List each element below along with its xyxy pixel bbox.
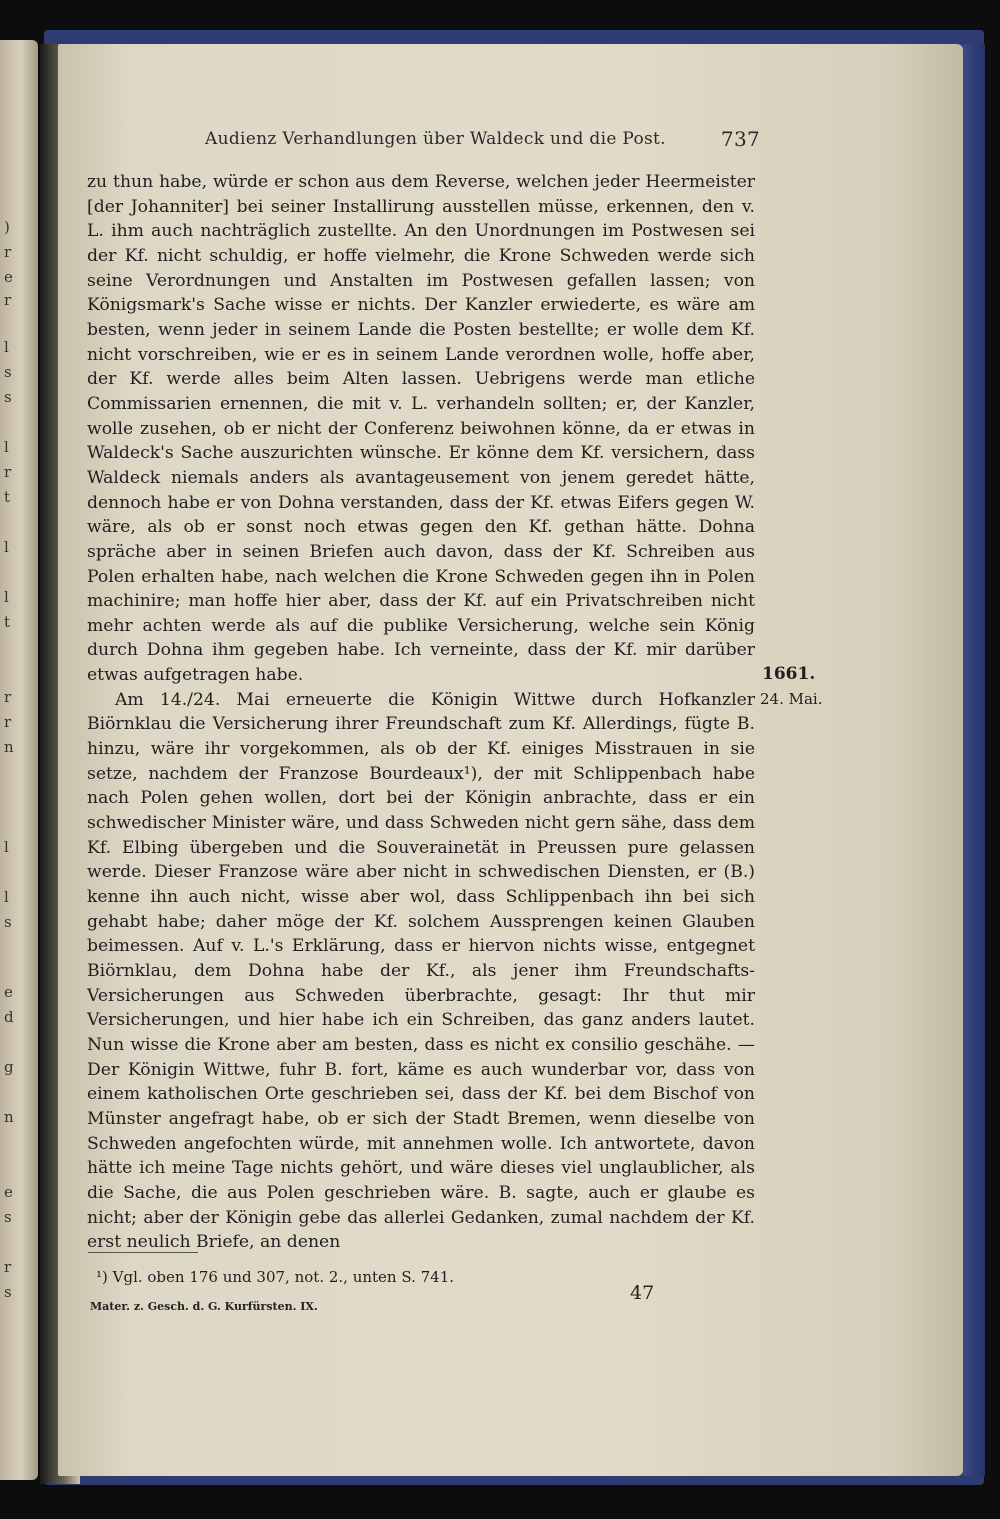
footnote-rule — [88, 1252, 198, 1253]
footnote: ¹) Vgl. oben 176 und 307, not. 2., unten S. 741. — [96, 1268, 455, 1286]
signature-label: Mater. z. Gesch. d. G. Kurfürsten. IX. — [90, 1300, 318, 1313]
margin-year: 1661. — [762, 664, 816, 684]
running-header — [205, 127, 760, 157]
margin-date: 24. Mai. — [760, 690, 823, 708]
cover-edge — [963, 44, 985, 1476]
signature-number: 47 — [630, 1282, 655, 1304]
body-text — [87, 170, 755, 1255]
paragraph: Am 14./24. Mai erneuerte die Königin Wittwe durch Hofkanzler Biörnklau die Versicherung ihrer Freundschaft zum Kf. Allerdings, fügte B. hinzu, wäre ihr vorgekommen, als ob der Kf. einiges Misstrauen in sie setze, nachdem der Franzose Bourdeaux¹), der mit Schlippenbach habe nach Polen gehen wollen, dort bei der Königin anbrachte, dass er ein schwedischer Minister wäre, und dass Schweden nicht gern sähe, dass dem Kf. Elbing übergeben und die Souverainetät in Preussen pure gelassen werde. Dieser Franzose wäre aber nicht in schwedischen Diensten, er (B.) kenne ihn auch nicht, wisse aber wol, dass Schlippenbach ihn bei sich gehabt habe; daher möge der Kf. solchem Aussprengen keinen Glauben beimessen. Auf v. L.'s Erklärung, dass er hiervon nichts wisse, entgegnet Biörnklau, dem Dohna habe der Kf., als jener ihm Freundschafts-Versicherungen aus Schweden überbrachte, gesagt: Ihr thut mir Versicherungen, und hier habe ich ein Schreiben, das ganz anders lautet. Nun wisse die Krone aber am besten, dass es nicht ex consilio geschähe. — Der Königin Wittwe, fuhr B. fort, käme es auch wunderbar vor, dass von einem katholischen Orte geschrieben sei, dass der Kf. bei dem Bischof von Münster angefragt habe, ob er sich der Stadt Bremen, wenn dieselbe von Schweden angefochten würde, mit annehmen wolle. Ich antwortete, davon hätte ich meine Tage nichts gehört, und wäre dieses viel unglaublicher, als die Sache, die aus Polen geschrieben wäre. B. sagte, auch er glaube es nicht; aber der Königin gebe das allerlei Gedanken, zumal nachdem der Kf. erst neulich Briefe, an denen — [87, 689, 755, 1253]
previous-page-edge: ) r e r l s s l r t l l t r r n l l s e d g n e s r s — [0, 40, 38, 1480]
paragraph: zu thun habe, würde er schon aus dem Reverse, welchen jeder Heermeister [der Johanniter] bei seiner Installirung ausstellen müsse, erkennen, den v. L. ihm auch nachträglich zustellte. An den Unordnungen im Postwesen sei der Kf. nicht schuldig, er hoffe vielmehr, die Krone Schweden werde sich seine Verordnungen und Anstalten im Postwesen gefallen lassen; von Königsmark's Sache wisse er nichts. Der Kanzler erwiederte, es wäre am besten, wenn jeder in seinem Lande die Posten bestellte; er wolle dem Kf. nicht vorschreiben, wie er es in seinem Lande verordnen wolle, hoffe aber, der Kf. werde alles beim Alten lassen. Uebrigens werde man etliche Commissarien ernennen, die mit v. L. verhandeln sollten; er, der Kanzler, wolle zusehen, ob er nicht der Conferenz beiwohnen könne, da er etwas in Waldeck's Sache auszurichten wünsche. Er könne dem Kf. versichern, dass Waldeck niemals anders als avantageusement von jenem geredet hätte, dennoch habe er von Dohna verstanden, dass der Kf. etwas Eifers gegen W. wäre, als ob er sonst noch etwas gegen den Kf. gethan hätte. Dohna spräche aber in seinen Briefen auch davon, dass der Kf. Schreiben aus Polen erhalten habe, nach welchen die Krone Schweden gegen ihn in Polen machinire; man hoffe hier aber, dass der Kf. auf ein Privatschreiben nicht mehr achten werde als auf die publike Versicherung, welche sein König durch Dohna ihm gegeben habe. Ich verneinte, dass der Kf. mir darüber etwas aufgetragen habe. — [87, 172, 755, 686]
running-title: Audienz Verhandlungen über Waldeck und die Post. — [205, 129, 666, 149]
page-number: 737 — [720, 127, 760, 151]
